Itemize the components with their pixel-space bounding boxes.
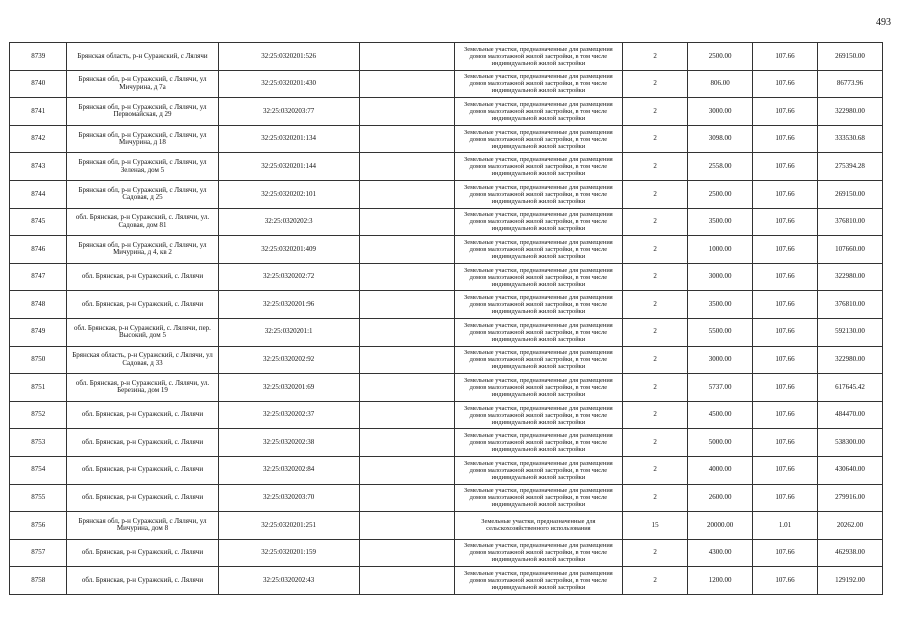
area-cell: 1200.00	[688, 567, 753, 595]
land-use-cell: Земельные участки, предназначенные для размещения домов малоэтажной жилой застройки, в том числе индивидуальной жилой застройки	[454, 456, 623, 484]
specific-value-cell: 107.66	[753, 180, 818, 208]
land-use-cell: Земельные участки, предназначенные для размещения домов малоэтажной жилой застройки, в том числе индивидуальной жилой застройки	[454, 567, 623, 595]
cadastral-number-cell: 32:25:0320201:96	[218, 291, 359, 319]
area-cell: 2500.00	[688, 43, 753, 71]
land-use-cell: Земельные участки, предназначенные для размещения домов малоэтажной жилой застройки, в том числе индивидуальной жилой застройки	[454, 291, 623, 319]
specific-value-cell: 107.66	[753, 153, 818, 181]
row-number-cell: 8747	[10, 263, 67, 291]
area-cell: 2558.00	[688, 153, 753, 181]
blank-cell	[359, 567, 454, 595]
table-row	[10, 567, 883, 595]
specific-value-cell: 107.66	[753, 539, 818, 567]
address-cell: Брянская обл, р-н Суражский, с Лялячи, ул Мичурина, д 7а	[67, 70, 218, 98]
row-number-cell: 8753	[10, 429, 67, 457]
address-cell: Брянская область, р-н Суражский, с Лялячи, ул Садовая, д 33	[67, 346, 218, 374]
blank-cell	[359, 539, 454, 567]
blank-cell	[359, 512, 454, 540]
specific-value-cell: 107.66	[753, 484, 818, 512]
address-cell: обл. Брянская, р-н Суражский, с. Лялячи	[67, 263, 218, 291]
cadastral-value-cell: 376810.00	[817, 208, 882, 236]
area-cell: 806.00	[688, 70, 753, 98]
cadastral-value-cell: 322980.00	[817, 98, 882, 126]
group-number-cell: 2	[623, 98, 688, 126]
area-cell: 3098.00	[688, 125, 753, 153]
blank-cell	[359, 180, 454, 208]
blank-cell	[359, 263, 454, 291]
row-number-cell: 8741	[10, 98, 67, 126]
specific-value-cell: 107.66	[753, 374, 818, 402]
land-use-cell: Земельные участки, предназначенные для размещения домов малоэтажной жилой застройки, в том числе индивидуальной жилой застройки	[454, 374, 623, 402]
row-number-cell: 8754	[10, 456, 67, 484]
address-cell: Брянская обл, р-н Суражский, с Лялячи, ул Садовая, д 25	[67, 180, 218, 208]
row-number-cell: 8757	[10, 539, 67, 567]
cadastral-number-cell: 32:25:0320202:92	[218, 346, 359, 374]
cadastral-value-cell: 484470.00	[817, 401, 882, 429]
cadastral-number-cell: 32:25:0320202:84	[218, 456, 359, 484]
land-use-cell: Земельные участки, предназначенные для размещения домов малоэтажной жилой застройки, в том числе индивидуальной жилой застройки	[454, 236, 623, 264]
cadastral-value-cell: 269150.00	[817, 43, 882, 71]
area-cell: 3500.00	[688, 208, 753, 236]
row-number-cell: 8745	[10, 208, 67, 236]
cadastral-number-cell: 32:25:0320202:38	[218, 429, 359, 457]
row-number-cell: 8756	[10, 512, 67, 540]
address-cell: обл. Брянская, р-н Суражский, с. Лялячи, пер. Высокий, дом 5	[67, 318, 218, 346]
cadastral-value-cell: 430640.00	[817, 456, 882, 484]
cadastral-number-cell: 32:25:0320201:526	[218, 43, 359, 71]
address-cell: обл. Брянская, р-н Суражский, с. Лялячи	[67, 484, 218, 512]
specific-value-cell: 107.66	[753, 401, 818, 429]
table-row	[10, 208, 883, 236]
area-cell: 5737.00	[688, 374, 753, 402]
area-cell: 1000.00	[688, 236, 753, 264]
group-number-cell: 2	[623, 374, 688, 402]
cadastral-value-cell: 592130.00	[817, 318, 882, 346]
row-number-cell: 8746	[10, 236, 67, 264]
cadastral-value-cell: 107660.00	[817, 236, 882, 264]
land-use-cell: Земельные участки, предназначенные для размещения домов малоэтажной жилой застройки, в том числе индивидуальной жилой застройки	[454, 263, 623, 291]
cadastral-value-cell: 462938.00	[817, 539, 882, 567]
area-cell: 3000.00	[688, 346, 753, 374]
address-cell: обл. Брянская, р-н Суражский, с. Лялячи	[67, 539, 218, 567]
specific-value-cell: 107.66	[753, 98, 818, 126]
area-cell: 2600.00	[688, 484, 753, 512]
land-use-cell: Земельные участки, предназначенные для размещения домов малоэтажной жилой застройки, в том числе индивидуальной жилой застройки	[454, 70, 623, 98]
group-number-cell: 2	[623, 125, 688, 153]
area-cell: 4000.00	[688, 456, 753, 484]
table-row	[10, 318, 883, 346]
specific-value-cell: 107.66	[753, 429, 818, 457]
specific-value-cell: 107.66	[753, 346, 818, 374]
blank-cell	[359, 429, 454, 457]
land-use-cell: Земельные участки, предназначенные для размещения домов малоэтажной жилой застройки, в том числе индивидуальной жилой застройки	[454, 401, 623, 429]
group-number-cell: 2	[623, 318, 688, 346]
blank-cell	[359, 208, 454, 236]
cadastral-value-cell: 538300.00	[817, 429, 882, 457]
address-cell: Брянская обл, р-н Суражский, с Лялячи, ул Зеленая, дом 5	[67, 153, 218, 181]
cadastral-value-cell: 333530.68	[817, 125, 882, 153]
specific-value-cell: 107.66	[753, 236, 818, 264]
area-cell: 3000.00	[688, 263, 753, 291]
table-row	[10, 512, 883, 540]
blank-cell	[359, 43, 454, 71]
cadastral-number-cell: 32:25:0320202:72	[218, 263, 359, 291]
blank-cell	[359, 291, 454, 319]
group-number-cell: 2	[623, 346, 688, 374]
land-use-cell: Земельные участки, предназначенные для сельскохозяйственного использования	[454, 512, 623, 540]
blank-cell	[359, 484, 454, 512]
cadastral-value-cell: 269150.00	[817, 180, 882, 208]
table-row	[10, 180, 883, 208]
cadastral-number-cell: 32:25:0320201:134	[218, 125, 359, 153]
page-number: 493	[876, 17, 891, 28]
group-number-cell: 2	[623, 429, 688, 457]
blank-cell	[359, 70, 454, 98]
group-number-cell: 2	[623, 567, 688, 595]
table-row	[10, 346, 883, 374]
cadastral-value-cell: 129192.00	[817, 567, 882, 595]
table-row	[10, 43, 883, 71]
cadastral-value-cell: 322980.00	[817, 346, 882, 374]
address-cell: Брянская область, р-н Суражский, с Лялячи	[67, 43, 218, 71]
cadastral-number-cell: 32:25:0320201:144	[218, 153, 359, 181]
table-row	[10, 291, 883, 319]
address-cell: обл. Брянская, р-н Суражский, с. Лялячи	[67, 567, 218, 595]
address-cell: Брянская обл, р-н Суражский, с Лялячи, ул Мичурина, дом 8	[67, 512, 218, 540]
group-number-cell: 2	[623, 180, 688, 208]
blank-cell	[359, 318, 454, 346]
row-number-cell: 8740	[10, 70, 67, 98]
land-use-cell: Земельные участки, предназначенные для размещения домов малоэтажной жилой застройки, в том числе индивидуальной жилой застройки	[454, 180, 623, 208]
specific-value-cell: 107.66	[753, 125, 818, 153]
land-use-cell: Земельные участки, предназначенные для размещения домов малоэтажной жилой застройки, в том числе индивидуальной жилой застройки	[454, 346, 623, 374]
table-row	[10, 374, 883, 402]
blank-cell	[359, 125, 454, 153]
cadastral-number-cell: 32:25:0320202:3	[218, 208, 359, 236]
row-number-cell: 8752	[10, 401, 67, 429]
specific-value-cell: 107.66	[753, 567, 818, 595]
table-row	[10, 125, 883, 153]
group-number-cell: 2	[623, 456, 688, 484]
row-number-cell: 8749	[10, 318, 67, 346]
specific-value-cell: 107.66	[753, 291, 818, 319]
land-use-cell: Земельные участки, предназначенные для размещения домов малоэтажной жилой застройки, в том числе индивидуальной жилой застройки	[454, 208, 623, 236]
area-cell: 4300.00	[688, 539, 753, 567]
address-cell: обл. Брянская, р-н Суражский, с. Лялячи	[67, 429, 218, 457]
cadastral-number-cell: 32:25:0320201:1	[218, 318, 359, 346]
address-cell: обл. Брянская, р-н Суражский, с. Лялячи, ул. Березина, дом 19	[67, 374, 218, 402]
cadastral-number-cell: 32:25:0320201:251	[218, 512, 359, 540]
cadastral-number-cell: 32:25:0320202:101	[218, 180, 359, 208]
row-number-cell: 8743	[10, 153, 67, 181]
cadastral-value-cell: 617645.42	[817, 374, 882, 402]
table-row	[10, 401, 883, 429]
specific-value-cell: 107.66	[753, 318, 818, 346]
table-row	[10, 236, 883, 264]
row-number-cell: 8755	[10, 484, 67, 512]
group-number-cell: 2	[623, 539, 688, 567]
cadastral-value-cell: 279916.00	[817, 484, 882, 512]
specific-value-cell: 1.01	[753, 512, 818, 540]
cadastral-number-cell: 32:25:0320201:409	[218, 236, 359, 264]
land-use-cell: Земельные участки, предназначенные для размещения домов малоэтажной жилой застройки, в том числе индивидуальной жилой застройки	[454, 484, 623, 512]
group-number-cell: 15	[623, 512, 688, 540]
cadastral-number-cell: 32:25:0320203:77	[218, 98, 359, 126]
specific-value-cell: 107.66	[753, 43, 818, 71]
land-use-cell: Земельные участки, предназначенные для размещения домов малоэтажной жилой застройки, в том числе индивидуальной жилой застройки	[454, 125, 623, 153]
address-cell: обл. Брянская, р-н Суражский, с. Лялячи	[67, 401, 218, 429]
blank-cell	[359, 346, 454, 374]
group-number-cell: 2	[623, 263, 688, 291]
area-cell: 5000.00	[688, 429, 753, 457]
table-row	[10, 539, 883, 567]
area-cell: 5500.00	[688, 318, 753, 346]
row-number-cell: 8758	[10, 567, 67, 595]
address-cell: обл. Брянская, р-н Суражский, с. Лялячи	[67, 456, 218, 484]
blank-cell	[359, 153, 454, 181]
row-number-cell: 8751	[10, 374, 67, 402]
cadastral-value-cell: 376810.00	[817, 291, 882, 319]
table-row	[10, 456, 883, 484]
area-cell: 20000.00	[688, 512, 753, 540]
area-cell: 3500.00	[688, 291, 753, 319]
address-cell: Брянская обл, р-н Суражский, с Лялячи, ул Первомайская, д 29	[67, 98, 218, 126]
land-use-cell: Земельные участки, предназначенные для размещения домов малоэтажной жилой застройки, в том числе индивидуальной жилой застройки	[454, 318, 623, 346]
cadastral-value-cell: 275394.28	[817, 153, 882, 181]
specific-value-cell: 107.66	[753, 208, 818, 236]
cadastral-number-cell: 32:25:0320201:430	[218, 70, 359, 98]
row-number-cell: 8739	[10, 43, 67, 71]
cadastral-number-cell: 32:25:0320201:69	[218, 374, 359, 402]
table-row	[10, 70, 883, 98]
group-number-cell: 2	[623, 401, 688, 429]
blank-cell	[359, 98, 454, 126]
land-use-cell: Земельные участки, предназначенные для размещения домов малоэтажной жилой застройки, в том числе индивидуальной жилой застройки	[454, 153, 623, 181]
group-number-cell: 2	[623, 208, 688, 236]
group-number-cell: 2	[623, 153, 688, 181]
specific-value-cell: 107.66	[753, 70, 818, 98]
land-use-cell: Земельные участки, предназначенные для размещения домов малоэтажной жилой застройки, в том числе индивидуальной жилой застройки	[454, 539, 623, 567]
table-row	[10, 484, 883, 512]
row-number-cell: 8742	[10, 125, 67, 153]
address-cell: Брянская обл, р-н Суражский, с Лялячи, ул Мичурина, д 4, кв 2	[67, 236, 218, 264]
row-number-cell: 8748	[10, 291, 67, 319]
cadastral-number-cell: 32:25:0320203:70	[218, 484, 359, 512]
group-number-cell: 2	[623, 43, 688, 71]
blank-cell	[359, 374, 454, 402]
address-cell: обл. Брянская, р-н Суражский, с. Лялячи, ул. Садовая, дом 81	[67, 208, 218, 236]
cadastral-number-cell: 32:25:0320201:159	[218, 539, 359, 567]
group-number-cell: 2	[623, 484, 688, 512]
land-use-cell: Земельные участки, предназначенные для размещения домов малоэтажной жилой застройки, в том числе индивидуальной жилой застройки	[454, 98, 623, 126]
area-cell: 4500.00	[688, 401, 753, 429]
land-use-cell: Земельные участки, предназначенные для размещения домов малоэтажной жилой застройки, в том числе индивидуальной жилой застройки	[454, 429, 623, 457]
cadastral-number-cell: 32:25:0320202:37	[218, 401, 359, 429]
group-number-cell: 2	[623, 291, 688, 319]
table-row	[10, 153, 883, 181]
address-cell: Брянская обл, р-н Суражский, с Лялячи, ул Мичурина, д 18	[67, 125, 218, 153]
cadastral-value-cell: 86773.96	[817, 70, 882, 98]
specific-value-cell: 107.66	[753, 456, 818, 484]
row-number-cell: 8750	[10, 346, 67, 374]
area-cell: 2500.00	[688, 180, 753, 208]
blank-cell	[359, 401, 454, 429]
blank-cell	[359, 456, 454, 484]
cadastral-value-table	[9, 42, 883, 595]
table-row	[10, 263, 883, 291]
cadastral-number-cell: 32:25:0320202:43	[218, 567, 359, 595]
specific-value-cell: 107.66	[753, 263, 818, 291]
area-cell: 3000.00	[688, 98, 753, 126]
cadastral-value-cell: 20262.00	[817, 512, 882, 540]
blank-cell	[359, 236, 454, 264]
table-row	[10, 98, 883, 126]
address-cell: обл. Брянская, р-н Суражский, с. Лялячи	[67, 291, 218, 319]
cadastral-value-cell: 322980.00	[817, 263, 882, 291]
land-use-cell: Земельные участки, предназначенные для размещения домов малоэтажной жилой застройки, в том числе индивидуальной жилой застройки	[454, 43, 623, 71]
row-number-cell: 8744	[10, 180, 67, 208]
table-row	[10, 429, 883, 457]
group-number-cell: 2	[623, 236, 688, 264]
group-number-cell: 2	[623, 70, 688, 98]
